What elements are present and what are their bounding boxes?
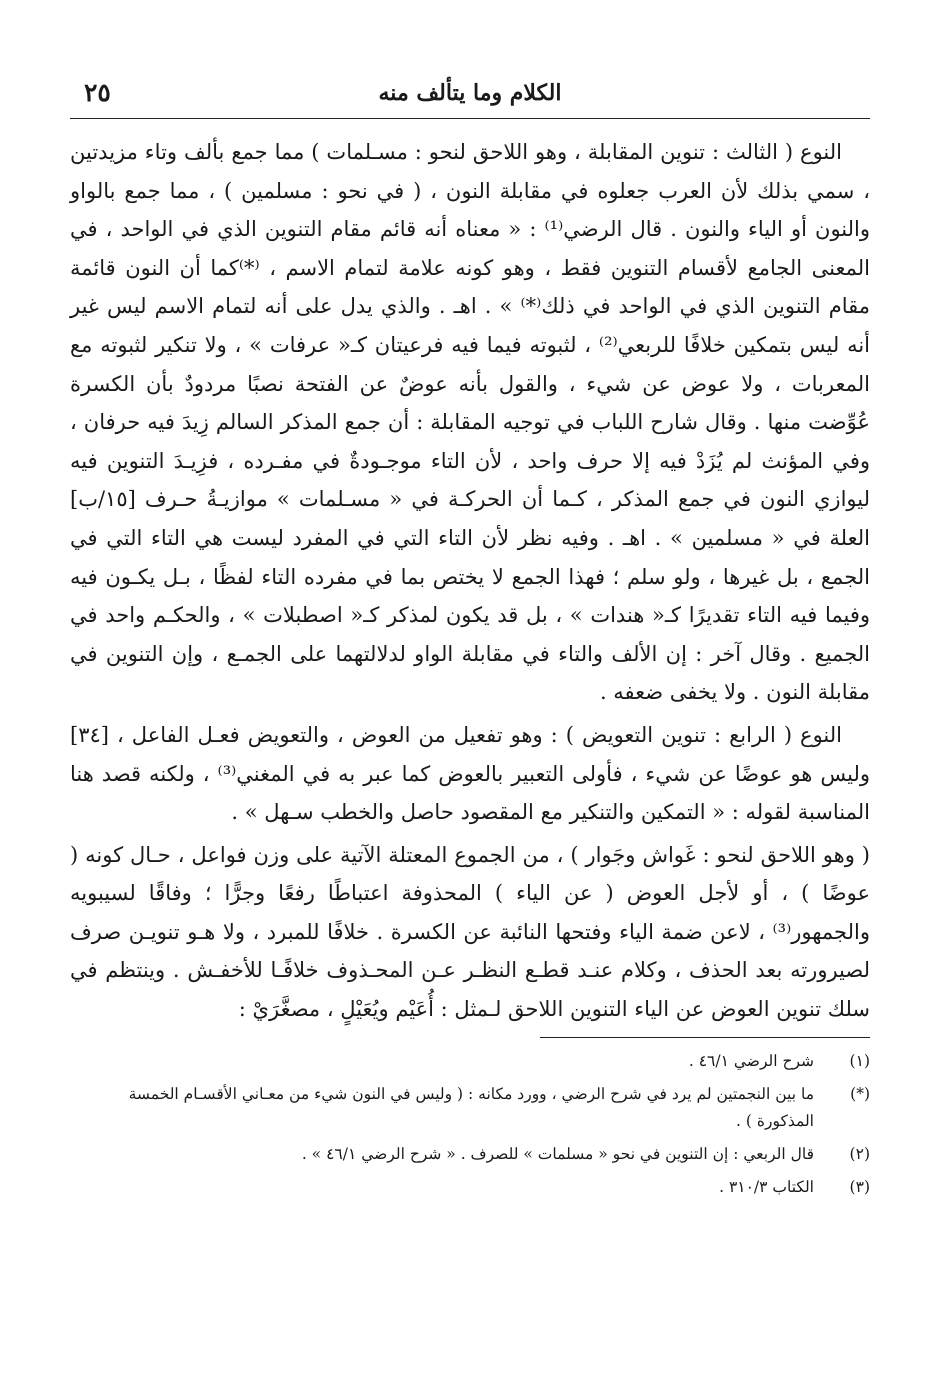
- footnote-3: [70, 1174, 870, 1201]
- footnote-mark: (٣): [849, 1177, 870, 1196]
- document-page: [70, 60, 870, 1360]
- footnotes: [70, 1048, 870, 1201]
- paragraph-fourth-tanween: النوع ( الرابع : تنوين التعويض ) : وهو تفعيل من العوض ، والتعويض فعـل الفاعل ، [٣٤] وليس هو عوضًا عن شيء ، فأولى التعبير بالعوض كما عبر به في المغني⁽³⁾ ، ولكنه قصد هنا المناسبة لقوله : « التمكين والتنكير مع المقصود حاصل والخطب سـهل » .: [70, 722, 870, 825]
- footnote-text: الكتاب ٣١٠/٣ .: [719, 1177, 814, 1196]
- page-number: ٢٥: [84, 78, 111, 107]
- footnote-star: [70, 1081, 870, 1135]
- paragraph-third-tanween: النوع ( الثالث : تنوين المقابلة ، وهو اللاحق لنحو : مسـلمات ) مما جمع بألف وتاء مزيدتين ، سمي بذلك لأن العرب جعلوه في مقابلة النون ، ( في نحو : مسلمين ) ، مما جمع بالواو والنون أو الياء والنون . قال الرضي⁽¹⁾ : « معناه أنه قائم مقام التنوين الذي في الواحد ، في المعنى الجامع لأقسام التنوين فقط ، وهو كونه علامة لتمام الاسم ، ⁽*⁾كما أن النون قائمة مقام التنوين الذي في الواحد في ذلك⁽*⁾ » . اهـ . والذي يدل على أنه لتمام الاسم ليس غير أنه ليس بتمكين خلافًا للربعي⁽²⁾ ، لثبوته فيما فيه فرعيتان كـ« عرفات » ، ولا تنكير لثبوته مع المعربات ، ولا عوض عن شيء ، والقول بأنه عوضٌ عن الفتحة نصبًا مردودٌ بأن الكسرة عُوِّضت منها . وقال شارح اللباب في توجيه المقابلة : أن جمع المذكر السالم زِيدَ فيه حرفان ، وفي المؤنث لم يُزَدْ فيه إلا حرف واحد ، لأن التاء موجـودةٌ في مفـرده ، فزِيـدَ التنوين فيه ليوازي النون في جمع المذكر ، كـما أن الحركـة في « مسـلمات » موازيـةُ حـرف [١٥/ب] العلة في « مسلمين » . اهـ . وفيه نظر لأن التاء التي في المفرد ليست هي التاء التي في الجمع ، بل غيرها ، ولو سلم ؛ فهذا الجمع لا يختص بما في مفرده التاء لفظًا ، بـل يكـون فيه وفيما فيه التاء تقديرًا كـ« هندات » ، بل قد يكون لمذكر كـ« اصطبلات » ، والحكـم واحد في الجميع . وقال آخر : إن الألف والتاء في مقابلة الواو لدلالتهما على الجمـع ، وإن التنوين في مقابلة النون . ولا يخفى ضعفه .: [70, 140, 871, 705]
- footnote-text: ما بين النجمتين لم يرد في شرح الرضي ، وورد مكانه : ( وليس في النون شيء من معـاني الأقسـام الخمسة المذكورة ) .: [128, 1084, 814, 1130]
- footnote-divider: [540, 1037, 870, 1038]
- footnote-mark: (*): [850, 1084, 870, 1103]
- footnote-text: قال الربعي : إن التنوين في نحو « مسلمات » للصرف . « شرح الرضي ٤٦/١ » .: [301, 1144, 814, 1163]
- footnote-mark: (٢): [849, 1144, 870, 1163]
- running-title: الكلام وما يتألف منه: [378, 80, 562, 106]
- paragraph-continuation: ( وهو اللاحق لنحو : غَواش وجَوار ) ، من الجموع المعتلة الآتية على وزن فواعل ، حـال كونه ( عوضًا ) ، أو لأجل العوض ( عن الياء ) المحذوفة اعتباطًا رفعًا وجرًّا ؛ وفاقًا لسيبويه والجمهور⁽³⁾ ، لاعن ضمة الياء وفتحها النائبة عن الكسرة . خلافًا للمبرد ، ولا هـو تنويـن صرف لصيرورته بعد الحذف ، وكلام عنـد قطـع النظـر عـن المحـذوف خلافًـا للأخفـش . وينتظم في سلك تنوين العوض عن الياء التنوين اللاحق لـمثل : أُعَيْم ويُعَيْلٍ ، مصغَّرَيْ :: [70, 842, 870, 1022]
- body-text: [70, 133, 870, 1029]
- footnote-text: شرح الرضي ٤٦/١ .: [688, 1051, 814, 1070]
- footnote-mark: (١): [849, 1051, 870, 1070]
- page-header: [70, 60, 870, 119]
- footnote-2: [70, 1141, 870, 1168]
- footnote-1: [70, 1048, 870, 1075]
